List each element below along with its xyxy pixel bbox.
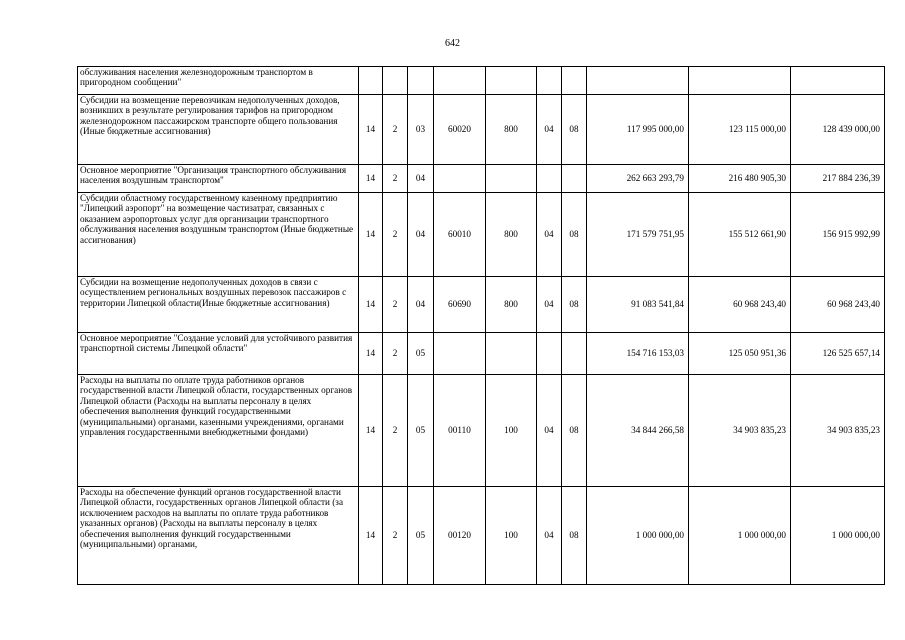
cell-code-3: 04 [408,277,434,333]
cell-code-5: 100 [486,487,537,585]
cell-amount-2: 34 903 835,23 [689,375,791,487]
cell-amount-3: 156 915 992,99 [791,193,885,277]
cell-amount-3 [791,67,885,95]
cell-amount-3: 217 884 236,39 [791,165,885,193]
cell-code-3 [408,67,434,95]
table-row [78,165,885,193]
cell-amount-1: 171 579 751,95 [587,193,689,277]
cell-code-1: 14 [359,277,383,333]
cell-code-3: 05 [408,333,434,375]
cell-code-3: 04 [408,193,434,277]
table-row [78,67,885,95]
row-description: обслуживания населения железнодорожным транспортом в пригородном сообщении" [78,67,359,95]
row-description: Расходы на обеспечение функций органов государственной власти Липецкой области, государственных органов Липецкой области (за исключением расходов на выплаты по оплате труда работников указанных органов) (Расходы на выплаты персоналу в целях обеспечения выполнения функций государственными (муниципальными) органами, [78,487,359,585]
row-description: Основное мероприятие "Создание условий для устойчивого развития транспортной системы Липецкой области" [78,333,359,375]
cell-amount-2: 123 115 000,00 [689,95,791,165]
cell-amount-2: 155 512 661,90 [689,193,791,277]
cell-code-2: 2 [383,193,408,277]
cell-amount-3: 128 439 000,00 [791,95,885,165]
cell-code-1: 14 [359,95,383,165]
cell-amount-3: 34 903 835,23 [791,375,885,487]
page-number: 642 [445,38,460,49]
cell-code-6: 04 [537,95,562,165]
cell-amount-2: 1 000 000,00 [689,487,791,585]
table-row [78,95,885,165]
cell-amount-1 [587,67,689,95]
cell-code-7 [562,333,587,375]
cell-amount-3: 1 000 000,00 [791,487,885,585]
cell-amount-2: 125 050 951,36 [689,333,791,375]
cell-code-2 [383,67,408,95]
cell-code-7: 08 [562,487,587,585]
cell-code-1: 14 [359,333,383,375]
row-description: Субсидии областному государственному казенному предприятию "Липецкий аэропорт" на возмещение частизатрат, связанных с оказанием аэропортовых услуг для организации транспортного обслуживания населения воздушным транспортом (Иные бюджетные ассигнования) [78,193,359,277]
cell-code-4: 60020 [434,95,486,165]
cell-code-4 [434,67,486,95]
cell-amount-1: 154 716 153,03 [587,333,689,375]
cell-code-1: 14 [359,193,383,277]
cell-amount-3: 126 525 657,14 [791,333,885,375]
cell-code-2: 2 [383,375,408,487]
table-row [78,487,885,585]
cell-code-1: 14 [359,487,383,585]
row-description: Основное мероприятие "Организация транспортного обслуживания населения воздушным транспортом" [78,165,359,193]
budget-table [77,66,885,585]
row-description: Расходы на выплаты по оплате труда работников органов государственной власти Липецкой области, государственных органов Липецкой области (Расходы на выплаты персоналу в целях обеспечения выполнения функций государственными (муниципальными) органами, казенными учреждениями, органами управления государственными внебюджетными фондами) [78,375,359,487]
table-row [78,277,885,333]
cell-code-2: 2 [383,277,408,333]
cell-code-1: 14 [359,375,383,487]
cell-code-3: 04 [408,165,434,193]
cell-code-5: 800 [486,277,537,333]
cell-amount-2: 60 968 243,40 [689,277,791,333]
cell-amount-1: 1 000 000,00 [587,487,689,585]
cell-amount-2 [689,67,791,95]
cell-code-2: 2 [383,95,408,165]
cell-code-6: 04 [537,375,562,487]
cell-code-7 [562,165,587,193]
cell-code-7: 08 [562,375,587,487]
cell-code-7 [562,67,587,95]
cell-code-5: 800 [486,95,537,165]
cell-code-4: 60010 [434,193,486,277]
cell-code-4 [434,333,486,375]
table-row [78,333,885,375]
cell-code-6 [537,165,562,193]
cell-amount-3: 60 968 243,40 [791,277,885,333]
row-description: Субсидии на возмещение перевозчикам недополученных доходов, возникших в результате регулирования тарифов на пригородном железнодорожном пассажирском транспорте общего пользования (Иные бюджетные ассигнования) [78,95,359,165]
cell-code-1: 14 [359,165,383,193]
cell-code-5 [486,67,537,95]
cell-code-4 [434,165,486,193]
cell-code-3: 05 [408,487,434,585]
cell-code-6: 04 [537,277,562,333]
cell-code-7: 08 [562,277,587,333]
cell-code-4: 00120 [434,487,486,585]
cell-code-5 [486,333,537,375]
cell-code-5: 100 [486,375,537,487]
cell-amount-2: 216 480 905,30 [689,165,791,193]
cell-code-5: 800 [486,193,537,277]
cell-code-6: 04 [537,487,562,585]
row-description: Субсидии на возмещение недополученных доходов в связи с осуществлением региональных воздушных перевозок пассажиров с территории Липецкой области(Иные бюджетные ассигнования) [78,277,359,333]
cell-code-5 [486,165,537,193]
cell-code-6 [537,67,562,95]
cell-amount-1: 117 995 000,00 [587,95,689,165]
cell-code-1 [359,67,383,95]
cell-code-7: 08 [562,193,587,277]
cell-code-6: 04 [537,193,562,277]
table-row [78,193,885,277]
table-row [78,375,885,487]
cell-code-7: 08 [562,95,587,165]
cell-code-2: 2 [383,165,408,193]
cell-amount-1: 91 083 541,84 [587,277,689,333]
cell-code-4: 60690 [434,277,486,333]
cell-code-2: 2 [383,487,408,585]
cell-code-3: 05 [408,375,434,487]
cell-code-2: 2 [383,333,408,375]
cell-amount-1: 34 844 266,58 [587,375,689,487]
cell-code-6 [537,333,562,375]
cell-amount-1: 262 663 293,79 [587,165,689,193]
cell-code-3: 03 [408,95,434,165]
cell-code-4: 00110 [434,375,486,487]
